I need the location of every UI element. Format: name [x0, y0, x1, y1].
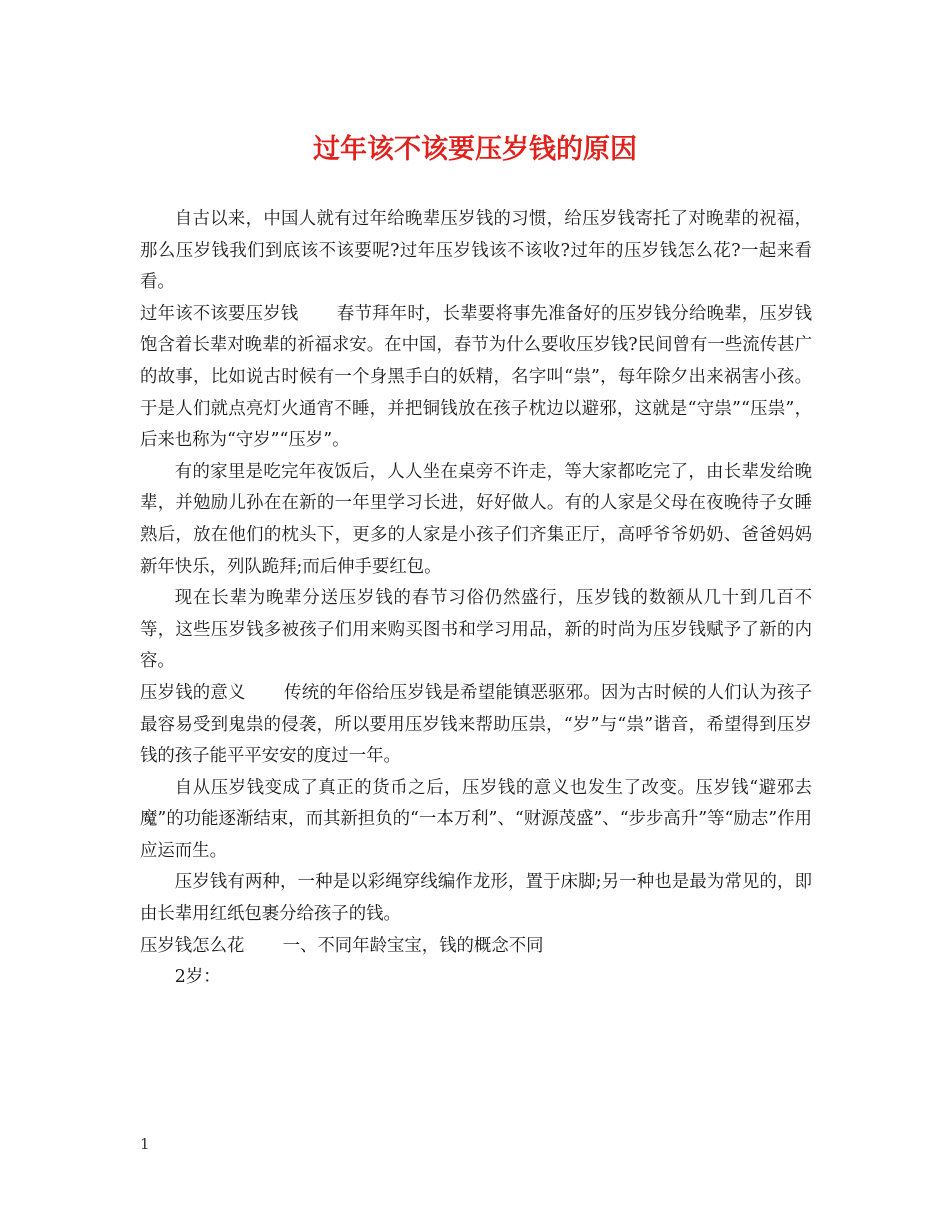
paragraph-should-take	[140, 299, 812, 457]
paragraph-two-kinds	[140, 867, 812, 930]
paragraph-currency-change	[140, 773, 812, 868]
paragraph-intro	[140, 204, 812, 299]
paragraph-text: 现在长辈为晚辈分送压岁钱的春节习俗仍然盛行，压岁钱的数额从几十到几百不等，这些压岁钱多被孩子们用来购买图书和学习用品，新的时尚为压岁钱赋予了新的内容。	[140, 588, 812, 672]
paragraph-text: 春节拜年时，长辈要将事先准备好的压岁钱分给晚辈，压岁钱饱含着长辈对晚辈的祈福求安。在中国，春节为什么要收压岁钱?民间曾有一些流传甚广的故事，比如说古时候有一个身黑手白的妖精，名字叫“祟”，每年除夕出来祸害小孩。于是人们就点亮灯火通宵不睡，并把铜钱放在孩子枕边以避邪，这就是“守祟”“压祟”，后来也称为“守岁”“压岁”。	[140, 303, 812, 451]
section-label: 压岁钱的意义	[140, 682, 246, 703]
paragraph-modern-custom	[140, 583, 812, 678]
page-number: 1	[140, 1135, 150, 1153]
paragraph-text: 有的家里是吃完年夜饭后，人人坐在桌旁不许走，等大家都吃完了，由长辈发给晚辈，并勉励儿孙在在新的一年里学习长进，好好做人。有的人家是父母在夜晚待子女睡熟后，放在他们的枕头下，更多的人家是小孩子们齐集正厅，高呼爷爷奶奶、爸爸妈妈新年快乐，列队跪拜;而后伸手要红包。	[140, 461, 812, 577]
paragraph-meaning	[140, 678, 812, 773]
paragraph-text: 自古以来，中国人就有过年给晚辈压岁钱的习惯，给压岁钱寄托了对晚辈的祝福，那么压岁钱我们到底该不该要呢?过年压岁钱该不该收?过年的压岁钱怎么花?一起来看看。	[140, 209, 812, 293]
paragraph-new-year-eve	[140, 457, 812, 583]
paragraph-age-two	[140, 962, 812, 994]
paragraph-text: 传统的年俗给压岁钱是希望能镇恶驱邪。因为古时候的人们认为孩子最容易受到鬼祟的侵袭，所以要用压岁钱来帮助压祟，“岁”与“祟”谐音，希望得到压岁钱的孩子能平平安安的度过一年。	[140, 682, 812, 767]
paragraph-text: 2岁：	[174, 967, 221, 988]
paragraph-text: 压岁钱有两种，一种是以彩绳穿线编作龙形，置于床脚;另一种也是最为常见的，即由长辈用红纸包裹分给孩子的钱。	[140, 872, 812, 925]
paragraph-text: 一、不同年龄宝宝，钱的概念不同	[282, 935, 544, 956]
document-body	[140, 204, 812, 994]
paragraph-how-to-spend	[140, 931, 812, 963]
paragraph-text: 自从压岁钱变成了真正的货币之后，压岁钱的意义也发生了改变。压岁钱“避邪去魔”的功能逐渐结束，而其新担负的“一本万利”、“财源茂盛”、“步步高升”等“励志”作用应运而生。	[140, 777, 812, 861]
section-label: 压岁钱怎么花	[140, 935, 245, 956]
page-title: 过年该不该要压岁钱的原因	[313, 134, 637, 165]
section-label: 过年该不该要压岁钱	[140, 303, 299, 324]
